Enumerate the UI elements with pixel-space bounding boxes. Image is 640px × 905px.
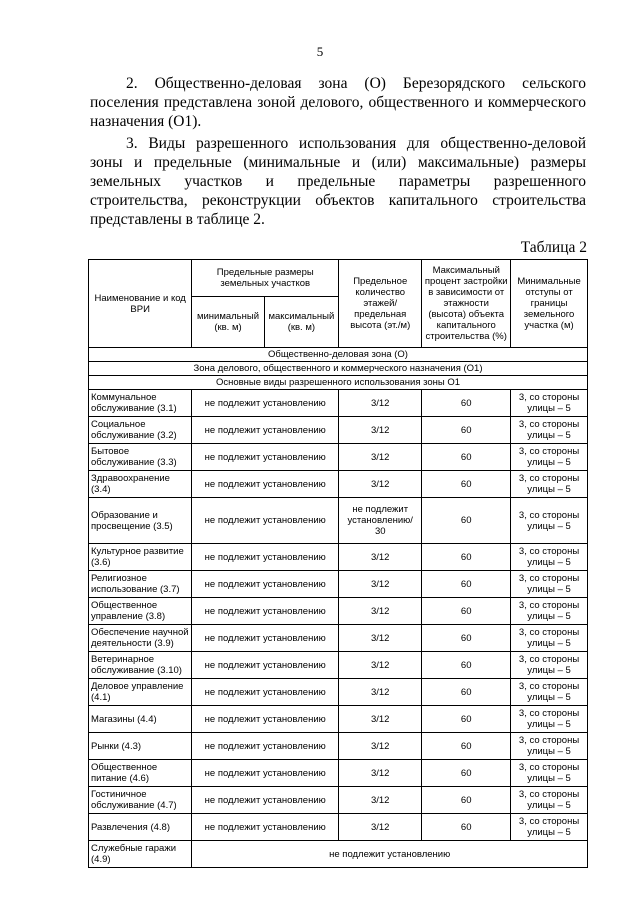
uses-title-row bbox=[89, 376, 588, 390]
cell-setback: 3, со стороны улицы – 5 bbox=[511, 760, 588, 787]
cell-use-name: Здравоохранение (3.4) bbox=[89, 471, 192, 498]
subzone-title-row bbox=[89, 362, 588, 376]
cell-use-name: Деловое управление (4.1) bbox=[89, 679, 192, 706]
cell-use-name: Коммунальное обслуживание (3.1) bbox=[89, 390, 192, 417]
cell-floors: 3/12 bbox=[339, 679, 422, 706]
cell-plot-size: не подлежит установлению bbox=[192, 706, 339, 733]
cell-plot-size: не подлежит установлению bbox=[192, 760, 339, 787]
cell-use-name: Служебные гаражи (4.9) bbox=[89, 841, 192, 868]
table-row bbox=[89, 444, 588, 471]
cell-coverage: 60 bbox=[422, 652, 511, 679]
cell-floors: 3/12 bbox=[339, 571, 422, 598]
cell-plot-size: не подлежит установлению bbox=[192, 814, 339, 841]
table-row bbox=[89, 471, 588, 498]
cell-floors: 3/12 bbox=[339, 444, 422, 471]
cell-floors: 3/12 bbox=[339, 625, 422, 652]
cell-use-name: Развлечения (4.8) bbox=[89, 814, 192, 841]
cell-setback: 3, со стороны улицы – 5 bbox=[511, 571, 588, 598]
cell-setback: 3, со стороны улицы – 5 bbox=[511, 544, 588, 571]
cell-setback: 3, со стороны улицы – 5 bbox=[511, 706, 588, 733]
cell-plot-size: не подлежит установлению bbox=[192, 598, 339, 625]
table-row bbox=[89, 571, 588, 598]
cell-plot-size: не подлежит установлению bbox=[192, 390, 339, 417]
table-row bbox=[89, 544, 588, 571]
cell-setback: 3, со стороны улицы – 5 bbox=[511, 471, 588, 498]
table-row bbox=[89, 733, 588, 760]
zone-title-row bbox=[89, 348, 588, 362]
table-row bbox=[89, 417, 588, 444]
table-row bbox=[89, 706, 588, 733]
cell-floors: 3/12 bbox=[339, 471, 422, 498]
cell-use-name: Культурное развитие (3.6) bbox=[89, 544, 192, 571]
cell-plot-size: не подлежит установлению bbox=[192, 571, 339, 598]
cell-floors: 3/12 bbox=[339, 787, 422, 814]
cell-use-name: Бытовое обслуживание (3.3) bbox=[89, 444, 192, 471]
cell-setback: 3, со стороны улицы – 5 bbox=[511, 733, 588, 760]
cell-setback: 3, со стороны улицы – 5 bbox=[511, 444, 588, 471]
cell-plot-size: не подлежит установлению bbox=[192, 444, 339, 471]
cell-setback: 3, со стороны улицы – 5 bbox=[511, 498, 588, 544]
table-row bbox=[89, 679, 588, 706]
cell-setback: 3, со стороны улицы – 5 bbox=[511, 598, 588, 625]
cell-use-name: Религиозное использование (3.7) bbox=[89, 571, 192, 598]
cell-coverage: 60 bbox=[422, 544, 511, 571]
table-row-last bbox=[89, 841, 588, 868]
cell-use-name: Гостиничное обслуживание (4.7) bbox=[89, 787, 192, 814]
table-row bbox=[89, 625, 588, 652]
cell-coverage: 60 bbox=[422, 733, 511, 760]
header-min: минимальный (кв. м) bbox=[192, 297, 264, 348]
table-body bbox=[89, 348, 588, 868]
table-row bbox=[89, 498, 588, 544]
cell-coverage: 60 bbox=[422, 598, 511, 625]
cell-coverage: 60 bbox=[422, 498, 511, 544]
cell-coverage: 60 bbox=[422, 444, 511, 471]
cell-floors: 3/12 bbox=[339, 760, 422, 787]
page-number: 5 bbox=[316, 44, 324, 59]
cell-setback: 3, со стороны улицы – 5 bbox=[511, 679, 588, 706]
cell-use-name: Ветеринарное обслуживание (3.10) bbox=[89, 652, 192, 679]
table-caption: Таблица 2 bbox=[520, 239, 587, 256]
header-setbacks: Минимальные отступы от границы земельного участка (м) bbox=[511, 260, 588, 348]
cell-use-name: Рынки (4.3) bbox=[89, 733, 192, 760]
cell-plot-size: не подлежит установлению bbox=[192, 471, 339, 498]
paragraph-uses-description bbox=[90, 134, 586, 229]
cell-coverage: 60 bbox=[422, 571, 511, 598]
table-row bbox=[89, 390, 588, 417]
cell-floors: 3/12 bbox=[339, 706, 422, 733]
cell-plot-size: не подлежит установлению bbox=[192, 417, 339, 444]
cell-merged-value: не подлежит установлению bbox=[192, 841, 588, 868]
table-row bbox=[89, 652, 588, 679]
paragraph-2-text: 3. Виды разрешенного использования для общественно-деловой зоны и предельные (минимальные и (или) максимальные) размеры земельных участков и предельные параметры разрешенного строительства, реконструкции объектов капитального строительства представлены в таблице 2. bbox=[90, 135, 586, 228]
cell-floors: 3/12 bbox=[339, 598, 422, 625]
cell-coverage: 60 bbox=[422, 390, 511, 417]
cell-plot-size: не подлежит установлению bbox=[192, 544, 339, 571]
cell-floors: не подлежит установлению/ 30 bbox=[339, 498, 422, 544]
cell-setback: 3, со стороны улицы – 5 bbox=[511, 390, 588, 417]
table-row bbox=[89, 814, 588, 841]
cell-coverage: 60 bbox=[422, 814, 511, 841]
table-row bbox=[89, 598, 588, 625]
cell-setback: 3, со стороны улицы – 5 bbox=[511, 625, 588, 652]
cell-plot-size: не подлежит установлению bbox=[192, 652, 339, 679]
cell-setback: 3, со стороны улицы – 5 bbox=[511, 417, 588, 444]
cell-plot-size: не подлежит установлению bbox=[192, 733, 339, 760]
cell-use-name: Обеспечение научной деятельности (3.9) bbox=[89, 625, 192, 652]
cell-plot-size: не подлежит установлению bbox=[192, 787, 339, 814]
cell-coverage: 60 bbox=[422, 417, 511, 444]
header-floors: Предельное количество этажей/ предельная высота (эт./м) bbox=[339, 260, 422, 348]
header-plot-sizes: Предельные размеры земельных участков bbox=[192, 260, 339, 297]
cell-use-name: Социальное обслуживание (3.2) bbox=[89, 417, 192, 444]
cell-floors: 3/12 bbox=[339, 652, 422, 679]
cell-plot-size: не подлежит установлению bbox=[192, 679, 339, 706]
cell-floors: 3/12 bbox=[339, 733, 422, 760]
cell-coverage: 60 bbox=[422, 471, 511, 498]
cell-use-name: Общественное питание (4.6) bbox=[89, 760, 192, 787]
header-name: Наименование и код ВРИ bbox=[89, 260, 192, 348]
cell-setback: 3, со стороны улицы – 5 bbox=[511, 652, 588, 679]
subzone-title: Зона делового, общественного и коммерческого назначения (О1) bbox=[89, 362, 588, 376]
cell-floors: 3/12 bbox=[339, 544, 422, 571]
table-row bbox=[89, 787, 588, 814]
cell-plot-size: не подлежит установлению bbox=[192, 625, 339, 652]
cell-setback: 3, со стороны улицы – 5 bbox=[511, 814, 588, 841]
cell-use-name: Общественное управление (3.8) bbox=[89, 598, 192, 625]
cell-plot-size: не подлежит установлению bbox=[192, 498, 339, 544]
cell-use-name: Магазины (4.4) bbox=[89, 706, 192, 733]
zone-title: Общественно-деловая зона (О) bbox=[89, 348, 588, 362]
header-coverage: Максимальный процент застройки в зависимости от этажности (высота) объекта капитального строительства (%) bbox=[422, 260, 511, 348]
paragraph-zone-description bbox=[90, 74, 586, 131]
table-header-row bbox=[89, 260, 588, 297]
cell-coverage: 60 bbox=[422, 706, 511, 733]
cell-use-name: Образование и просвещение (3.5) bbox=[89, 498, 192, 544]
header-max: максимальный (кв. м) bbox=[264, 297, 338, 348]
uses-title: Основные виды разрешенного использования зоны О1 bbox=[89, 376, 588, 390]
cell-floors: 3/12 bbox=[339, 814, 422, 841]
permitted-use-table bbox=[88, 259, 588, 868]
cell-coverage: 60 bbox=[422, 625, 511, 652]
cell-setback: 3, со стороны улицы – 5 bbox=[511, 787, 588, 814]
cell-coverage: 60 bbox=[422, 787, 511, 814]
cell-coverage: 60 bbox=[422, 760, 511, 787]
cell-floors: 3/12 bbox=[339, 417, 422, 444]
cell-floors: 3/12 bbox=[339, 390, 422, 417]
table-row bbox=[89, 760, 588, 787]
paragraph-1-text: 2. Общественно-деловая зона (О) Березорядского сельского поселения представлена зоной делового, общественного и коммерческого назначения (О1). bbox=[90, 75, 586, 130]
cell-coverage: 60 bbox=[422, 679, 511, 706]
